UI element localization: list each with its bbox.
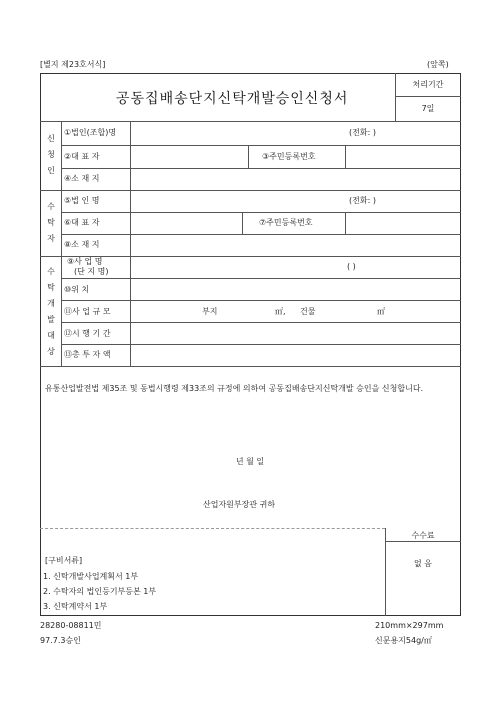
paper-type: 신문용지54g/㎡ [375,636,432,645]
trustee-section-label: 수탁자 [47,202,55,243]
paper-size: 210mm×297mm [375,621,444,630]
form-code: 28280-08811민 [40,621,102,630]
project-name-label: ⑨사 업 명 [67,257,103,266]
approval-date: 97.7.3승인 [40,636,81,645]
trustee-addr-label: ⑧소 재 지 [64,240,100,249]
project-period-label: ⑫시 행 기 간 [64,329,111,338]
project-location-label: ⑩위 치 [64,285,90,294]
project-name-paren: ( ) [347,262,356,271]
trustee-corp-name-label: ⑤법 인 명 [64,196,100,205]
form-number: [별지 제23호서식] [40,60,106,69]
applicant-rep-label: ②대 표 자 [64,152,100,161]
applicant-section-label: 신청인 [47,134,55,175]
applicant-addr-label: ④소 재 지 [64,174,100,183]
project-section-label: 수탁개발대상 [47,267,55,356]
recipient: 산업자원부장관 귀하 [203,500,276,509]
applicant-reg-no-label: ③주민등록번호 [262,152,316,161]
processing-period-value: 7일 [421,104,435,113]
documents-title: [구비서류] [45,556,83,565]
project-land-unit: ㎡, [275,307,286,316]
project-building-label: 건물 [300,307,316,316]
document-item: 3. 신탁계약서 1부 [43,602,108,611]
trustee-phone: (전화: ) [349,196,376,205]
fee-label: 수수료 [411,531,435,540]
trustee-rep-label: ⑥대 표 자 [64,218,100,227]
project-name-sub-label: (단 지 명) [74,267,109,276]
project-scale-label: ⑪사 업 규 모 [64,307,111,316]
application-statement: 유통산업발전법 제35조 및 동법시행령 제33조의 규정에 의하여 공동집배송단지신탁개발 승인을 신청합니다. [45,384,424,393]
document-item: 1. 신탁개발사업계획서 1부 [43,572,139,581]
applicant-phone: (전화: ) [349,128,376,137]
processing-period-label: 처리기간 [412,80,444,89]
application-date: 년 월 일 [235,457,265,466]
trustee-reg-no-label: ⑦주민등록번호 [259,218,313,227]
document-item: 2. 수탁자의 법인등기부등본 1부 [43,587,157,596]
project-investment-label: ⑬총 투 자 액 [64,350,111,359]
form-title: 공동집배송단지신탁개발승인신청서 [116,91,349,107]
applicant-corp-name-label: ①법인(조합)명 [64,128,117,137]
page-side-label: (앞쪽) [427,60,449,69]
project-building-unit: ㎡ [377,307,385,316]
fee-value: 없 음 [414,559,432,568]
project-land-label: 부지 [202,307,218,316]
